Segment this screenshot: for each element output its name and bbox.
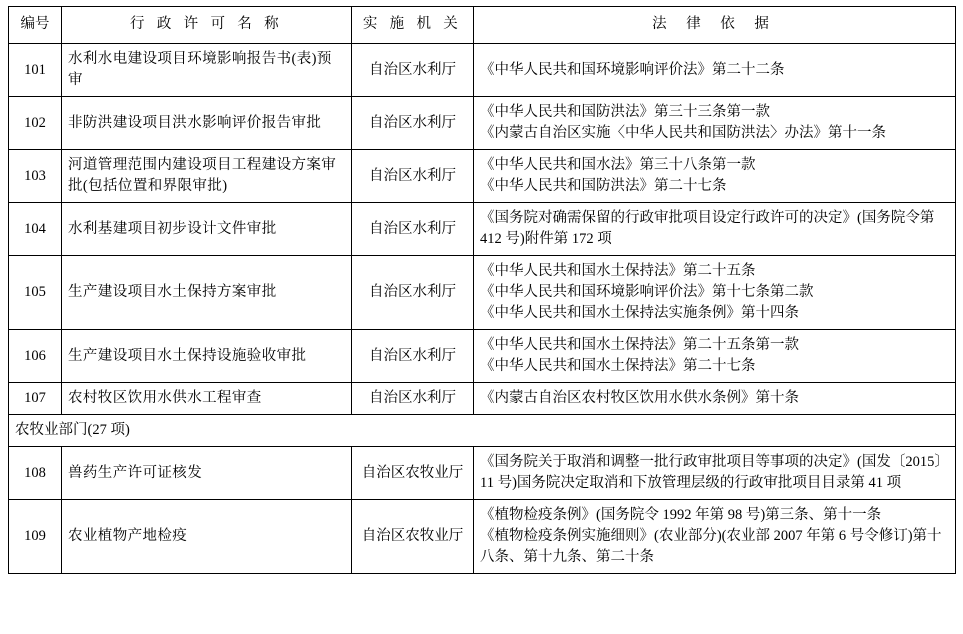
cell-number: 107 <box>9 383 62 415</box>
cell-number: 106 <box>9 330 62 383</box>
legal-basis-line: 《中华人民共和国防洪法》第三十三条第一款 <box>480 104 770 121</box>
cell-organization: 自治区水利厅 <box>352 44 474 97</box>
table-row <box>9 447 956 500</box>
legal-basis-line: 《中华人民共和国环境影响评价法》第十七条第二款 <box>480 284 814 301</box>
legal-basis-line: 《中华人民共和国水土保持法》第二十五条 <box>480 263 756 280</box>
cell-number: 109 <box>9 500 62 574</box>
table-row <box>9 44 956 97</box>
legal-basis-line: 《中华人民共和国水土保持法》第二十七条 <box>480 358 756 375</box>
cell-permit-name: 生产建设项目水土保持设施验收审批 <box>62 330 352 383</box>
cell-legal-basis <box>474 203 956 256</box>
cell-organization: 自治区农牧业厅 <box>352 500 474 574</box>
table-row <box>9 256 956 330</box>
section-title: 农牧业部门(27 项) <box>9 415 956 447</box>
table-section-row <box>9 415 956 447</box>
cell-number: 105 <box>9 256 62 330</box>
cell-legal-basis <box>474 383 956 415</box>
cell-organization: 自治区水利厅 <box>352 97 474 150</box>
cell-legal-basis <box>474 500 956 574</box>
legal-basis-line: 《植物检疫条例实施细则》(农业部分)(农业部 2007 年第 6 号令修订)第十八条、第十九条、第二十条 <box>480 528 942 566</box>
column-header-number: 编号 <box>9 7 62 44</box>
table-header <box>9 7 956 44</box>
legal-basis-line: 《中华人民共和国防洪法》第二十七条 <box>480 178 727 195</box>
cell-legal-basis <box>474 44 956 97</box>
legal-basis-line: 《中华人民共和国水土保持法实施条例》第十四条 <box>480 305 799 322</box>
column-header-permit-name: 行 政 许 可 名 称 <box>62 7 352 44</box>
column-header-organization: 实 施 机 关 <box>352 7 474 44</box>
cell-permit-name: 水利基建项目初步设计文件审批 <box>62 203 352 256</box>
table-row <box>9 383 956 415</box>
administrative-permit-table <box>8 6 956 574</box>
legal-basis-line: 《内蒙古自治区实施〈中华人民共和国防洪法〉办法》第十一条 <box>480 125 886 142</box>
table-header-row <box>9 7 956 44</box>
cell-legal-basis <box>474 150 956 203</box>
legal-basis-line: 《植物检疫条例》(国务院令 1992 年第 98 号)第三条、第十一条 <box>480 507 882 524</box>
cell-permit-name: 非防洪建设项目洪水影响评价报告审批 <box>62 97 352 150</box>
cell-permit-name: 生产建设项目水土保持方案审批 <box>62 256 352 330</box>
cell-organization: 自治区水利厅 <box>352 150 474 203</box>
cell-legal-basis <box>474 447 956 500</box>
cell-permit-name: 农村牧区饮用水供水工程审查 <box>62 383 352 415</box>
cell-permit-name: 河道管理范围内建设项目工程建设方案审批(包括位置和界限审批) <box>62 150 352 203</box>
table-body <box>9 44 956 574</box>
legal-basis-line: 《国务院关于取消和调整一批行政审批项目等事项的决定》(国发〔2015〕11 号)国务院决定取消和下放管理层级的行政审批项目目录第 41 项 <box>480 454 949 492</box>
cell-number: 104 <box>9 203 62 256</box>
cell-permit-name: 农业植物产地检疫 <box>62 500 352 574</box>
legal-basis-line: 《中华人民共和国水土保持法》第二十五条第一款 <box>480 337 799 354</box>
cell-organization: 自治区水利厅 <box>352 330 474 383</box>
legal-basis-line: 《内蒙古自治区农村牧区饮用水供水条例》第十条 <box>480 390 799 407</box>
table-row <box>9 150 956 203</box>
cell-legal-basis <box>474 97 956 150</box>
cell-permit-name: 水利水电建设项目环境影响报告书(表)预审 <box>62 44 352 97</box>
legal-basis-line: 《中华人民共和国水法》第三十八条第一款 <box>480 157 756 174</box>
cell-permit-name: 兽药生产许可证核发 <box>62 447 352 500</box>
legal-basis-line: 《国务院对确需保留的行政审批项目设定行政许可的决定》(国务院令第 412 号)附件第 172 项 <box>480 210 935 248</box>
cell-organization: 自治区水利厅 <box>352 256 474 330</box>
table-row <box>9 330 956 383</box>
cell-number: 101 <box>9 44 62 97</box>
legal-basis-line: 《中华人民共和国环境影响评价法》第二十二条 <box>480 61 785 78</box>
cell-organization: 自治区水利厅 <box>352 383 474 415</box>
cell-organization: 自治区水利厅 <box>352 203 474 256</box>
column-header-legal-basis: 法 律 依 据 <box>474 7 956 44</box>
cell-legal-basis <box>474 256 956 330</box>
cell-number: 103 <box>9 150 62 203</box>
cell-number: 102 <box>9 97 62 150</box>
cell-legal-basis <box>474 330 956 383</box>
table-row <box>9 500 956 574</box>
table-row <box>9 97 956 150</box>
cell-number: 108 <box>9 447 62 500</box>
cell-organization: 自治区农牧业厅 <box>352 447 474 500</box>
table-row <box>9 203 956 256</box>
